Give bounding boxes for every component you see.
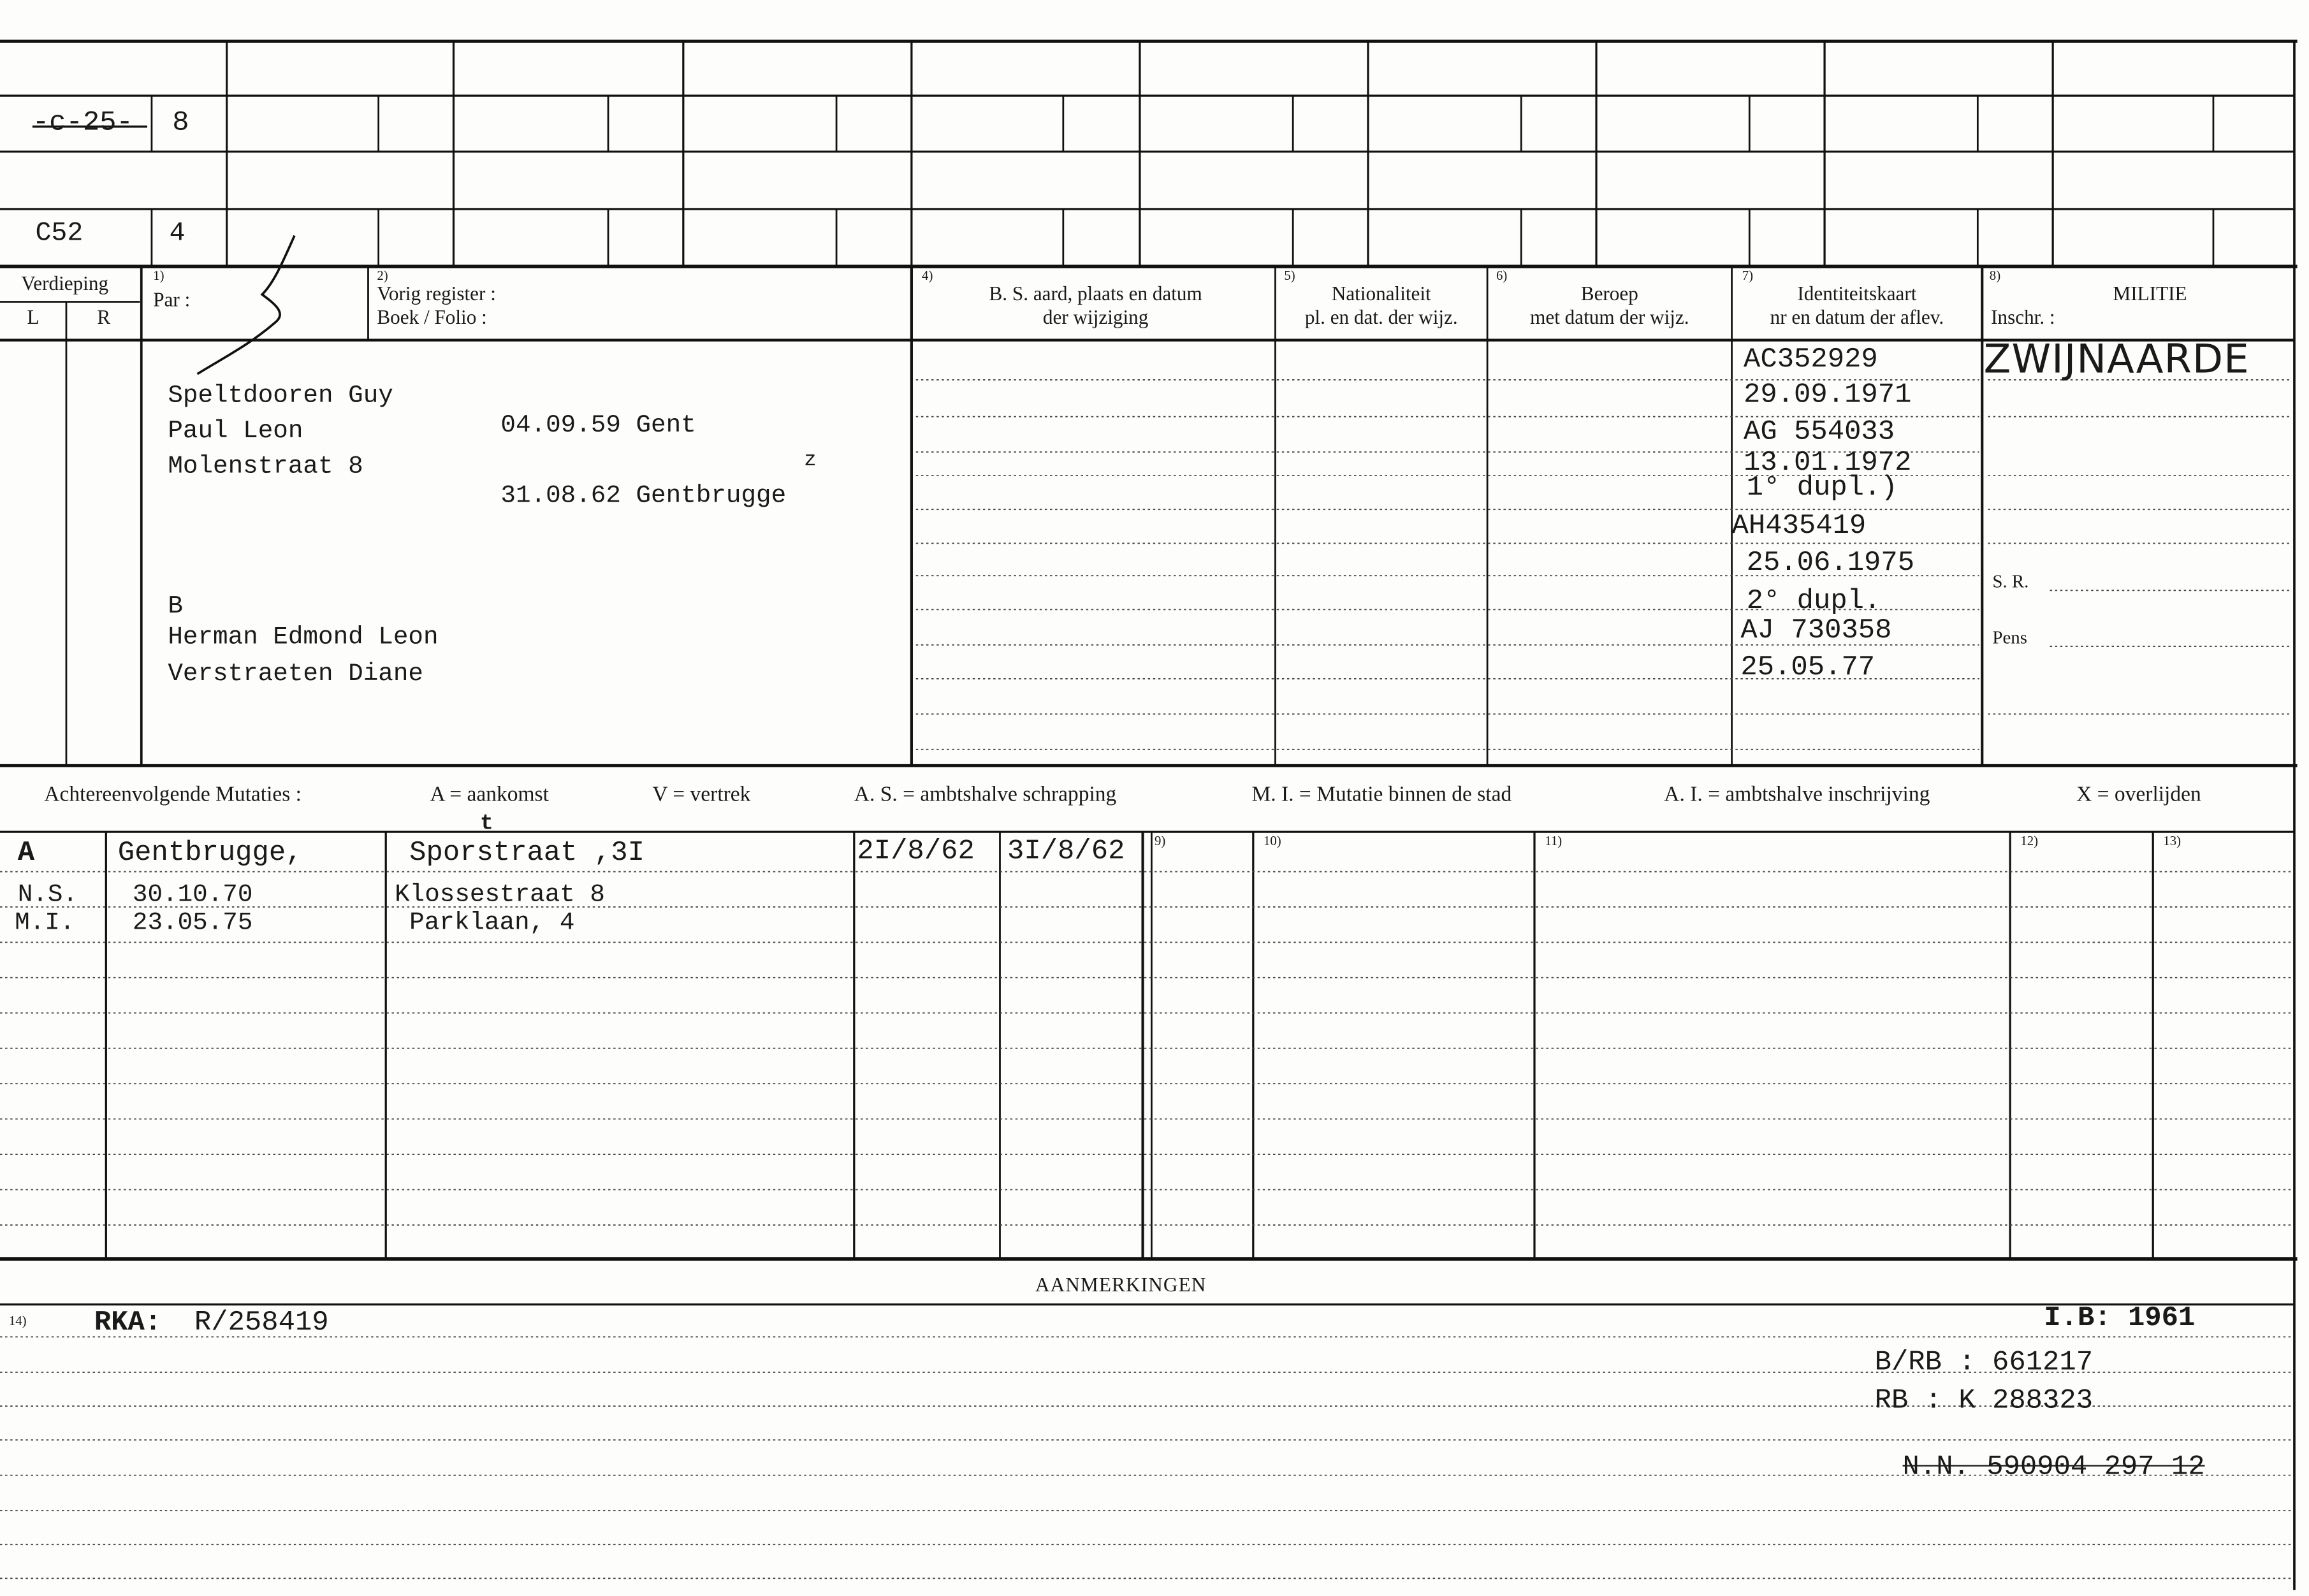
mutation-col-10: 10) <box>1263 833 1281 848</box>
legend-mutatie-binnen: M. I. = Mutatie binnen de stad <box>1251 783 1512 807</box>
ib-value: I.B: 1961 <box>2044 1302 2196 1334</box>
header-verdieping: Verdieping <box>21 272 109 294</box>
person-birth: 04.09.59 Gent <box>500 412 696 440</box>
header-boek-folio: Boek / Folio : <box>377 306 487 329</box>
header-identiteitskaart-line2: nr en datum der aflev. <box>1770 306 1944 329</box>
person-move: 31.08.62 Gentbrugge <box>500 482 787 511</box>
header-vorig-register: Vorig register : <box>377 282 496 305</box>
mutation-col-12: 12) <box>2020 833 2039 848</box>
id-card-entry: AH435419 <box>1731 509 1867 542</box>
handwritten-pen-mark <box>198 236 295 374</box>
legend-ambtshalve-inschrijving: A. I. = ambtshalve inschrijving <box>1664 783 1930 807</box>
remarks-number: 14) <box>8 1313 27 1328</box>
header-r: R <box>97 306 111 329</box>
legend-intro: Achtereenvolgende Mutaties : <box>44 783 302 807</box>
header-l: L <box>27 306 40 329</box>
id-card-entry: 25.05.77 <box>1740 651 1876 683</box>
person-address: Molenstraat 8 <box>168 453 363 482</box>
legend-vertrek: V = vertrek <box>652 783 751 807</box>
mutation-street: Parklaan, 4 <box>409 910 575 938</box>
mutation-date: 23.05.75 <box>132 910 253 938</box>
header-par: Par : <box>153 288 191 311</box>
mutation-street: Klossestraat 8 <box>395 881 606 910</box>
id-card-entry: 29.09.1971 <box>1744 378 1912 411</box>
mutation-col-11: 11) <box>1545 833 1562 848</box>
col1-number: 1) <box>153 268 164 283</box>
mutation-date: 3I/8/62 <box>1007 834 1125 867</box>
rka-value: R/258419 <box>194 1305 329 1338</box>
legend-ambtshalve-schrapping: A. S. = ambtshalve schrapping <box>854 783 1117 807</box>
header-bs-aard: B. S. aard, plaats en datum <box>989 282 1202 305</box>
label-sr: S. R. <box>1992 571 2029 592</box>
person-parent2: Verstraeten Diane <box>168 661 423 690</box>
person-b: B <box>168 593 183 621</box>
brb-value: B/RB : 661217 <box>1874 1346 2094 1379</box>
mutation-col-9: 9) <box>1154 833 1166 848</box>
col5-number: 5) <box>1284 268 1295 283</box>
id-card-entry: 13.01.1972 <box>1744 446 1912 479</box>
mutation-street: Sporstraat ,3I <box>409 836 645 869</box>
rka-label: RKA: <box>94 1305 162 1338</box>
top-grid-code-2: C52 <box>35 219 84 249</box>
top-grid-num-1: 8 <box>172 106 189 139</box>
id-card-entry: 1° dupl.) <box>1746 471 1898 504</box>
nn-value: N.N. 590904 297 12 <box>1902 1450 2205 1483</box>
top-grid-code-1: -c-25- <box>32 106 133 139</box>
id-card-entry: AJ 730358 <box>1740 614 1892 647</box>
person-z-mark: z <box>804 449 817 473</box>
id-card-entry: AG 554033 <box>1744 415 1895 448</box>
col2-number: 2) <box>377 268 388 283</box>
rb-value: RB : K 288323 <box>1874 1384 2094 1417</box>
person-name-line2: Paul Leon <box>168 418 303 446</box>
mutation-place: Gentbrugge, <box>117 836 303 869</box>
col7-number: 7) <box>1742 268 1754 283</box>
header-beroep: Beroep <box>1580 282 1638 305</box>
header-militie: MILITIE <box>2113 282 2187 305</box>
mutation-date: 2I/8/62 <box>857 834 975 867</box>
col8-number: 8) <box>1989 268 2001 283</box>
id-card-entry: 25.06.1975 <box>1746 546 1915 579</box>
person-parent1: Herman Edmond Leon <box>168 624 439 653</box>
header-bs-aard-line2: der wijziging <box>1042 306 1149 329</box>
militie-stamp: ZWIJNAARDE <box>1983 337 2250 383</box>
mutation-col-13: 13) <box>2163 833 2182 848</box>
legend-aankomst: A = aankomst <box>430 783 549 807</box>
top-grid-num-2: 4 <box>169 219 186 249</box>
header-nationaliteit-line2: pl. en dat. der wijz. <box>1304 306 1458 329</box>
mutation-date: 30.10.70 <box>132 881 253 910</box>
id-card-entry: AC352929 <box>1744 343 1878 376</box>
id-card-entry: 2° dupl. <box>1746 584 1881 617</box>
header-beroep-line2: met datum der wijz. <box>1530 306 1689 329</box>
header-inschr: Inschr. : <box>1991 306 2055 329</box>
person-name-line1: Speltdooren Guy <box>168 382 393 411</box>
mutation-type: A <box>17 836 35 869</box>
mutation-type: N.S. <box>17 881 78 910</box>
remarks-title: AANMERKINGEN <box>1035 1273 1207 1296</box>
header-identiteitskaart: Identiteitskaart <box>1797 282 1917 305</box>
label-pens: Pens <box>1992 627 2028 648</box>
col6-number: 6) <box>1496 268 1508 283</box>
mutation-type: M.I. <box>15 910 75 938</box>
mutation-street-correction: t <box>480 811 493 837</box>
col4-number: 4) <box>922 268 933 283</box>
header-nationaliteit: Nationaliteit <box>1331 282 1431 305</box>
legend-overlijden: X = overlijden <box>2076 783 2201 807</box>
